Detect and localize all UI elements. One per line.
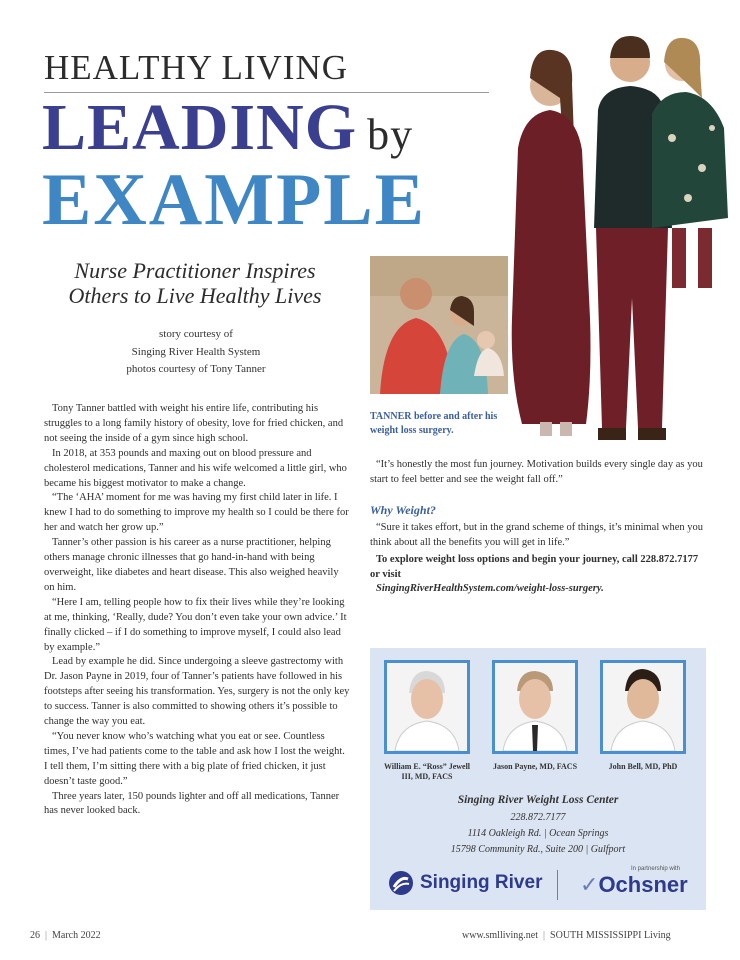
doctor-photo-jewell	[384, 660, 470, 754]
paragraph: “Sure it takes effort, but in the grand scheme of things, it’s minimal when you think about all the benefits you will get in life.”	[370, 521, 703, 548]
headline-line-2: EXAMPLE	[42, 159, 426, 241]
quote-paragraph: “It’s honestly the most fun journey. Motivation builds every single day as you start to feel better and see the weight fall off.”	[370, 459, 703, 485]
paragraph: “Here I am, telling people how to fix their lives while they’re looking at me, thinking, ‘Really, dude? You don’t even take your own advice.’ It finally clicked – if I do something to improve myself, I could also lead by example.”	[44, 596, 347, 653]
subtitle-line-1: Nurse Practitioner Inspires	[74, 258, 316, 283]
paragraph: In 2018, at 353 pounds and maxing out on blood pressure and cholesterol medications, Tanner and his wife welcomed a little girl, who became his biggest motivator to make a change.	[44, 447, 347, 489]
call-to-action: To explore weight loss options and begin your journey, call 228.872.7177 or visit	[370, 553, 699, 580]
doctor-photo-bell	[600, 660, 686, 754]
partner-label: In partnership with	[630, 866, 680, 872]
paragraph: Tony Tanner battled with weight his entire life, contributing his struggles to a long family history of obesity, love for fried chicken, and not seeing the inside of a gym since high school.	[44, 403, 344, 444]
footer-left: 26 | March 2022	[30, 930, 101, 941]
page-number: 26	[30, 930, 40, 941]
footer-right: www.smlliving.net | SOUTH MISSISSIPPI Living	[462, 930, 671, 941]
doctor-photo-payne	[492, 660, 578, 754]
section-heading: Why Weight?	[370, 502, 436, 517]
logo-divider	[557, 870, 558, 900]
singing-river-icon	[388, 870, 414, 896]
doctor-name: William E. “Ross” Jewell III, MD, FACS	[383, 762, 471, 782]
article-body-right	[370, 458, 704, 597]
headline-leading: LEADING	[42, 91, 358, 164]
headline-line-1	[42, 90, 413, 166]
subtitle-line-2: Others to Live Healthy Lives	[68, 283, 322, 309]
center-address-2: 15798 Community Rd., Suite 200 | Gulfport	[450, 844, 626, 855]
weight-loss-center-ad	[370, 648, 706, 910]
doctor-name: Jason Payne, MD, FACS	[492, 762, 578, 771]
subtitle	[40, 258, 350, 309]
headline-by: by	[367, 110, 414, 159]
family-photo	[502, 18, 734, 450]
ochsner-logo	[580, 866, 688, 898]
paragraph: “You never know who’s watching what you eat or see. Countless times, I’ve had patients come to the table and ask how I lost the weight. I tell them, I’m sitting there with a big plate of fried chicken, it just doesn’t taste good.”	[44, 730, 345, 787]
before-photo	[370, 256, 508, 394]
issue-date: March 2022	[52, 930, 101, 941]
call-to-action-url[interactable]: SingingRiverHealthSystem.com/weight-loss-surgery.	[376, 583, 604, 595]
paragraph: Lead by example he did. Since undergoing a sleeve gastrectomy with Dr. Jason Payne in 2019, four of Tanner’s patients have followed in his footsteps after seeing his transformation. Yes, surgery is not the only key to success. Tanner is also committed to showing others it’s possible to change the way you eat.	[44, 656, 350, 728]
photo-caption: TANNER before and after his weight loss surgery.	[370, 411, 498, 436]
story-credits	[60, 326, 332, 379]
website[interactable]: www.smlliving.net	[462, 930, 539, 941]
credit-line-2: Singing River Health System	[131, 345, 261, 358]
ochsner-wordmark: ✓Ochsner	[580, 872, 688, 897]
paragraph: Three years later, 150 pounds lighter and off all medications, Tanner has never looked back.	[44, 790, 340, 817]
center-phone[interactable]: 228.872.7177	[510, 812, 566, 823]
doctor-name: John Bell, MD, PhD	[608, 762, 678, 771]
magazine-name: SOUTH MISSISSIPPI Living	[550, 930, 671, 941]
section-kicker: HEALTHY LIVING	[44, 48, 348, 87]
singing-river-logo	[388, 870, 542, 896]
article-body-left	[44, 402, 350, 819]
paragraph: Tanner’s other passion is his career as a nurse practitioner, helping others manage chronic illnesses that go hand-in-hand with being overweight, like diabetes and heart disease. This also weighed heavily on him.	[44, 537, 339, 593]
center-name: Singing River Weight Loss Center	[457, 794, 619, 806]
singing-river-wordmark: Singing River	[420, 872, 543, 893]
credit-line-3: photos courtesy of Tony Tanner	[126, 363, 266, 376]
paragraph: “The ‘AHA’ moment for me was having my first child later in life. I knew I had to do something to improve my health so I could be there for her and watch her grow up.”	[44, 492, 349, 534]
center-address-1: 1114 Oakleigh Rd. | Ocean Springs	[467, 828, 609, 839]
credit-line-1: story courtesy of	[159, 328, 233, 340]
